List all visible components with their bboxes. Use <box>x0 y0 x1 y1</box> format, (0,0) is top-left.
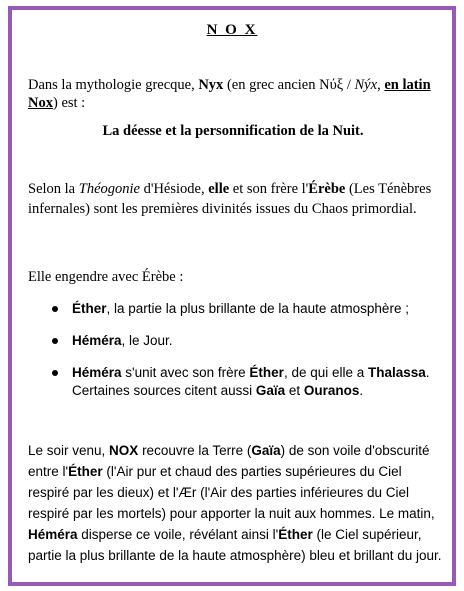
nyx-term: Nyx <box>198 77 224 93</box>
bullet-icon <box>52 370 58 376</box>
engendre-line: Elle engendre avec Érèbe : <box>28 269 184 285</box>
definition-line: La déesse et la personnification de la Nuit. <box>102 123 364 139</box>
list-item: Héméra s'unit avec son frère Éther, de qui elle a Thalassa. Certaines sources citent aussi Gaïa et Ouranos. <box>52 364 452 400</box>
bullet-icon <box>52 338 58 344</box>
document-title: N O X <box>206 22 258 38</box>
list-item: Éther, la partie la plus brillante de la haute atmosphère ; <box>52 300 452 318</box>
bullet-icon <box>52 306 58 312</box>
children-list <box>52 300 452 414</box>
latin-name: en latin Nox <box>28 77 431 111</box>
intro-paragraph: Dans la mythologie grecque, Nyx (en grec ancien Νύξ / Nýx, en latin Nox) est : <box>28 77 431 111</box>
closing-paragraph: Le soir venu, NOX recouvre la Terre (Gaïa) de son voile d'obscurité entre l'Éther (l'Air pur et chaud des parties supérieures du Ciel respiré par les dieux) et l'Ær (l'Air des parties inférieures du Ciel respiré par les mortels) pour apporter la nuit aux hommes. Le matin, Héméra disperse ce voile, révélant ainsi l'Éther (le Ciel supérieur, partie la plus brillante de la haute atmosphère) bleu et brillant du jour. <box>28 443 442 563</box>
list-item: Héméra, le Jour. <box>52 332 452 350</box>
document-frame <box>8 6 456 586</box>
theogonie-paragraph: Selon la Théogonie d'Hésiode, elle et son frère l'Érèbe (Les Ténèbres infernales) sont les premières divinités issues du Chaos primordial. <box>28 181 432 217</box>
